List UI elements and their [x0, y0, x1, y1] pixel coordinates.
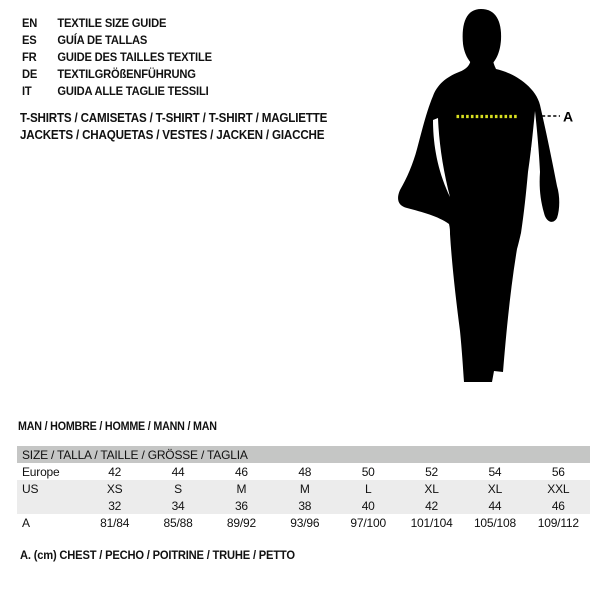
- cell: M: [273, 480, 336, 497]
- lang-code: ES: [22, 33, 37, 47]
- cell: 101/104: [410, 515, 453, 530]
- cell: 34: [146, 497, 209, 514]
- category-tshirts: T-SHIRTS / CAMISETAS / T-SHIRT / T-SHIRT / MAGLIETTE: [20, 111, 328, 125]
- cell: 50: [361, 464, 375, 479]
- table-row-alt-size: [17, 497, 590, 514]
- cell: XL: [463, 480, 526, 497]
- section-label-man: MAN / HOMBRE / HOMME / MANN / MAN: [18, 421, 217, 433]
- cell: XS: [83, 480, 146, 497]
- row-label: Europe: [22, 464, 60, 479]
- cell: 54: [488, 464, 502, 479]
- silhouette-head: [463, 9, 501, 65]
- cell: 38: [273, 497, 336, 514]
- lang-code: DE: [22, 67, 38, 81]
- cell: 52: [425, 464, 439, 479]
- cell: 89/92: [226, 515, 256, 530]
- cell: 85/88: [163, 515, 193, 530]
- lang-title: TEXTILE SIZE GUIDE: [57, 16, 167, 30]
- cell: 36: [210, 497, 273, 514]
- table-row-chest-a: [17, 514, 590, 531]
- cell: 46: [234, 464, 248, 479]
- cell: S: [146, 480, 209, 497]
- cell: 109/112: [537, 515, 579, 530]
- cell: 32: [83, 497, 146, 514]
- cell: 40: [337, 497, 400, 514]
- cell: XL: [400, 480, 463, 497]
- cell: 48: [298, 464, 312, 479]
- lang-title: GUÍA DE TALLAS: [57, 33, 148, 47]
- lang-code: FR: [22, 50, 37, 64]
- table-row-us: [17, 480, 590, 497]
- table-row-europe: [17, 463, 590, 480]
- cell: 97/100: [350, 515, 386, 530]
- lang-code: EN: [22, 16, 38, 30]
- lang-title: GUIDA ALLE TAGLIE TESSILI: [57, 84, 209, 98]
- row-label: A: [22, 515, 30, 530]
- cell: 46: [527, 497, 590, 514]
- silhouette-body: [398, 58, 559, 382]
- measure-label-a: A: [563, 108, 574, 125]
- lang-title: TEXTILGRÖßENFÜHRUNG: [57, 67, 196, 81]
- cell: 44: [171, 464, 185, 479]
- cell: XXL: [527, 480, 590, 497]
- measurement-footnote: A. (cm) CHEST / PECHO / POITRINE / TRUHE / PETTO: [20, 548, 295, 562]
- category-jackets: JACKETS / CHAQUETAS / VESTES / JACKEN / GIACCHE: [20, 128, 325, 142]
- size-table-header: SIZE / TALLA / TAILLE / GRÖSSE / TAGLIA: [17, 446, 590, 463]
- row-label: [17, 497, 83, 514]
- cell: 105/108: [473, 515, 516, 530]
- size-table: [17, 446, 590, 531]
- cell: 93/96: [290, 515, 320, 530]
- cell: M: [210, 480, 273, 497]
- lang-code: IT: [22, 84, 32, 98]
- cell: 56: [551, 464, 565, 479]
- row-label: US: [17, 480, 83, 497]
- cell: L: [337, 480, 400, 497]
- cell: 44: [463, 497, 526, 514]
- cell: 81/84: [100, 515, 130, 530]
- size-table-header-row: [17, 446, 590, 463]
- cell: 42: [108, 464, 122, 479]
- cell: 42: [400, 497, 463, 514]
- lang-title: GUIDE DES TAILLES TEXTILE: [57, 50, 212, 64]
